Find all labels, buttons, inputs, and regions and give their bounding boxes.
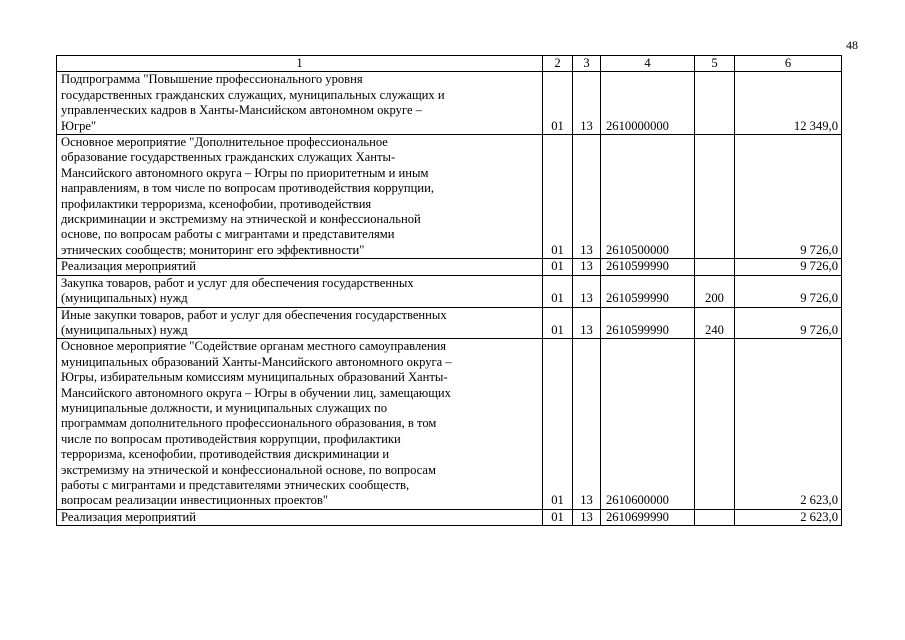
row-expense-type <box>695 509 735 525</box>
table-header-row <box>57 56 842 72</box>
row-expense-type <box>695 135 735 259</box>
row-subsection: 13 <box>573 307 601 339</box>
table-row <box>57 135 842 259</box>
row-subsection: 13 <box>573 339 601 509</box>
row-section: 01 <box>543 339 573 509</box>
page-number: 48 <box>846 38 858 52</box>
row-name: Реализация мероприятий <box>57 509 543 525</box>
row-name: Подпрограмма "Повышение профессионального уровня государственных гражданских служащих, муниципальных служащих и управленческих кадров в Ханты-Мансийском автономном округе – Югре" <box>57 72 543 135</box>
row-subsection: 13 <box>573 135 601 259</box>
row-subsection: 13 <box>573 275 601 307</box>
row-subsection: 13 <box>573 509 601 525</box>
row-expense-type <box>695 72 735 135</box>
column-header-3: 3 <box>573 56 601 72</box>
row-amount: 9 726,0 <box>735 135 842 259</box>
row-subsection: 13 <box>573 259 601 275</box>
column-header-4: 4 <box>601 56 695 72</box>
row-target-article: 2610599990 <box>601 275 695 307</box>
row-name: Реализация мероприятий <box>57 259 543 275</box>
column-header-2: 2 <box>543 56 573 72</box>
table-row <box>57 275 842 307</box>
table-row <box>57 509 842 525</box>
table-row <box>57 339 842 509</box>
table-row <box>57 72 842 135</box>
row-name: Закупка товаров, работ и услуг для обеспечения государственных (муниципальных) нужд <box>57 275 543 307</box>
row-section: 01 <box>543 72 573 135</box>
row-section: 01 <box>543 509 573 525</box>
row-expense-type <box>695 339 735 509</box>
row-target-article: 2610500000 <box>601 135 695 259</box>
row-subsection: 13 <box>573 72 601 135</box>
row-name: Основное мероприятие "Дополнительное профессиональное образованиe государственных гражданских служащих Ханты- Мансийского автономного округа – Югры по приоритетным и иным направлениям, в том числе по вопросам противодействия коррупции, профилактики терроризма, ксенофобии, противодействия дискриминации и экстремизму на этнической и конфессиональной основе, по вопросам работы с мигрантами и представителями этнических сообществ; мониторинг его эффективности" <box>57 135 543 259</box>
row-name: Основное мероприятие "Содействие органам местного самоуправления муниципальных образований Ханты-Мансийского автономного округа – Югры, избирательным комиссиям муниципальных образований Ханты- Мансийского автономного округа – Югры в обучении лиц, замещающих муниципальные должности, и муниципальных служащих по программам дополнительного профессионального образования, в том числе по вопросам противодействия коррупции, профилактики терроризма, ксенофобии, противодействия дискриминации и экстремизму на этнической и конфессиональной основе, по вопросам работы с мигрантами и представителями этнических сообществ, вопросам реализации инвестиционных проектов" <box>57 339 543 509</box>
row-expense-type <box>695 259 735 275</box>
row-target-article: 2610599990 <box>601 307 695 339</box>
column-header-5: 5 <box>695 56 735 72</box>
row-section: 01 <box>543 275 573 307</box>
table-row <box>57 307 842 339</box>
row-expense-type: 240 <box>695 307 735 339</box>
row-target-article: 2610600000 <box>601 339 695 509</box>
row-amount: 9 726,0 <box>735 275 842 307</box>
row-name: Иные закупки товаров, работ и услуг для обеспечения государственных (муниципальных) нужд <box>57 307 543 339</box>
budget-table <box>56 55 842 526</box>
row-target-article: 2610699990 <box>601 509 695 525</box>
table-row <box>57 259 842 275</box>
row-section: 01 <box>543 307 573 339</box>
row-amount: 9 726,0 <box>735 307 842 339</box>
row-amount: 2 623,0 <box>735 509 842 525</box>
column-header-1: 1 <box>57 56 543 72</box>
column-header-6: 6 <box>735 56 842 72</box>
row-amount: 12 349,0 <box>735 72 842 135</box>
row-amount: 2 623,0 <box>735 339 842 509</box>
row-section: 01 <box>543 135 573 259</box>
row-expense-type: 200 <box>695 275 735 307</box>
row-target-article: 2610000000 <box>601 72 695 135</box>
row-amount: 9 726,0 <box>735 259 842 275</box>
row-target-article: 2610599990 <box>601 259 695 275</box>
row-section: 01 <box>543 259 573 275</box>
